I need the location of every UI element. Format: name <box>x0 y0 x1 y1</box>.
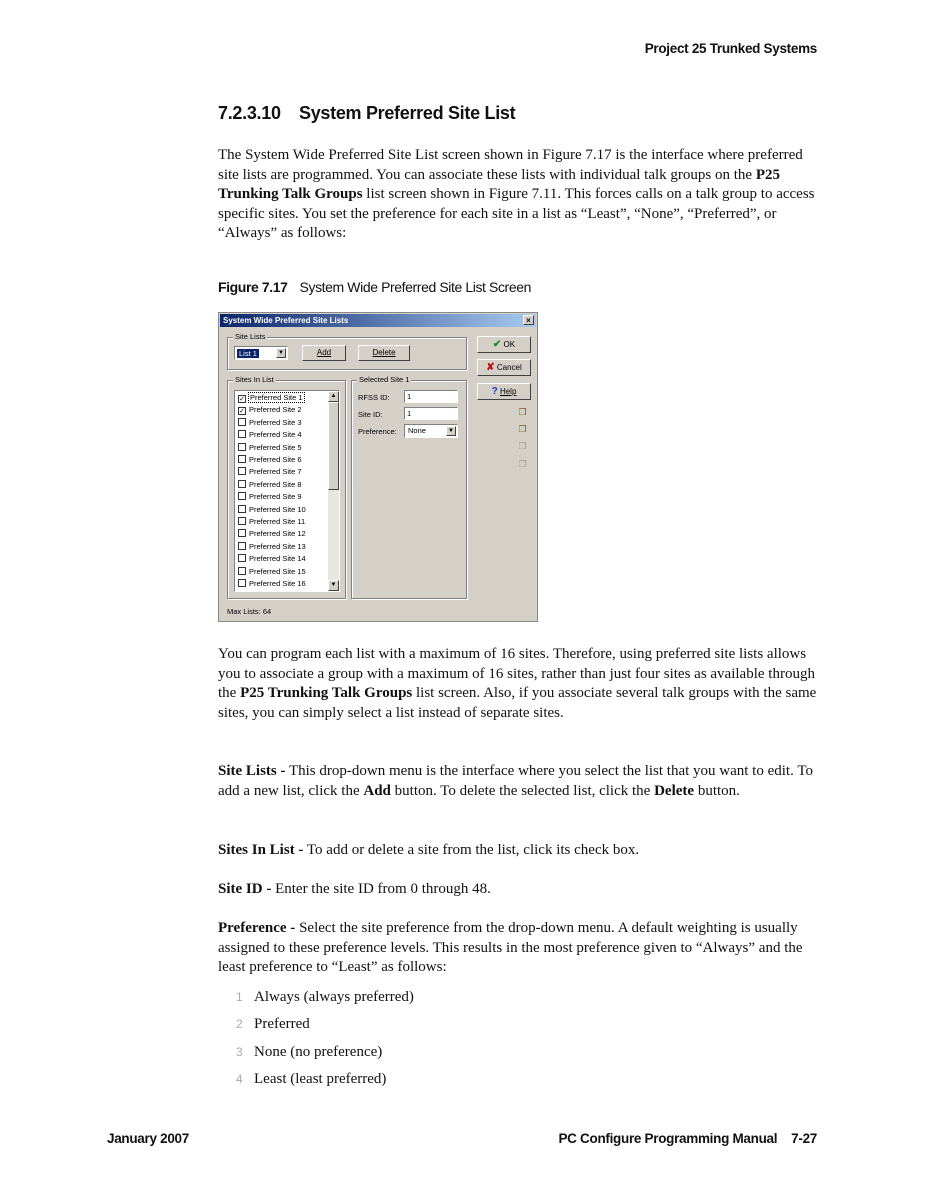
ok-button[interactable] <box>477 336 531 353</box>
chevron-down-icon: ▼ <box>446 426 456 436</box>
body-paragraph-1 <box>218 645 818 723</box>
sites-scrollbar[interactable] <box>328 391 339 591</box>
paste-icon[interactable]: ❐ <box>518 424 527 434</box>
x-mark-icon: ✘ <box>486 362 495 373</box>
level-text: Least (least preferred) <box>254 1071 387 1087</box>
site-lists-selected: List 1 <box>239 349 257 358</box>
dialog-title: System Wide Preferred Site Lists <box>223 316 349 325</box>
selected-site-group <box>351 375 467 599</box>
scroll-thumb[interactable] <box>328 402 339 490</box>
site-list-item-label: Preferred Site 9 <box>249 492 302 502</box>
section-title: System Preferred Site List <box>299 103 516 123</box>
body-paragraph-site-id <box>218 880 818 900</box>
chevron-down-icon: ▼ <box>276 348 286 358</box>
p4-text: Enter the site ID from 0 through 48. <box>271 881 491 897</box>
cancel-label: Cancel <box>496 363 522 372</box>
site-list-item[interactable] <box>238 429 302 441</box>
copy-disabled-icon: ❐ <box>518 441 527 451</box>
delete-list-button[interactable] <box>358 345 410 361</box>
section-number: 7.2.3.10 <box>218 103 281 123</box>
checkbox[interactable] <box>238 443 246 451</box>
level-number: 2 <box>236 1017 243 1031</box>
rfss-id-field[interactable]: 1 <box>404 390 458 403</box>
help-label: Help <box>499 387 517 396</box>
site-lists-group <box>227 332 467 370</box>
checkbox[interactable] <box>238 554 246 562</box>
site-list-item[interactable] <box>238 553 306 565</box>
p5-text: Select the site preference from the drop-down menu. A default weighting is usually assigned to these preference levels. This results in the most preference given to “Always” and the least preference to “Least” as follows: <box>218 920 803 976</box>
site-list-item-label: Preferred Site 8 <box>249 479 302 489</box>
running-head: Project 25 Trunked Systems <box>644 41 817 56</box>
level-text: Preferred <box>254 1016 310 1032</box>
ok-label: OK <box>503 340 516 349</box>
footer-manual <box>558 1131 817 1146</box>
p1-bold-1: P25 Trunking Talk Groups <box>240 685 413 702</box>
site-lists-dropdown[interactable] <box>234 346 288 360</box>
site-list-item[interactable] <box>238 417 302 429</box>
p1-text-1: You can program each list with a maximum of 16 sites. Therefore, using preferred site lists allows you to associate a group with a maximum of 16 sites, rather than just four sites as available through the <box>218 646 815 702</box>
footer-date: January 2007 <box>107 1131 189 1146</box>
sites-in-list-group <box>227 375 346 599</box>
intro-paragraph <box>218 146 818 244</box>
site-list-item-label: Preferred Site 11 <box>249 517 306 526</box>
help-button[interactable] <box>477 383 531 400</box>
sites-in-list-label: Sites In List <box>235 375 274 384</box>
checkbox[interactable] <box>238 480 246 488</box>
figure-label: Figure 7.17 <box>218 279 288 295</box>
site-list-item-label: Preferred Site 16 <box>249 579 306 588</box>
p2-text-1: This drop-down menu is the interface where you select the list that you want to edit. To add a new list, click the <box>218 763 813 799</box>
checkbox[interactable] <box>238 529 246 537</box>
copy-icon[interactable]: ❐ <box>518 407 527 417</box>
site-list-item[interactable] <box>238 578 306 590</box>
add-button-label: Add <box>316 348 332 357</box>
level-number: 3 <box>236 1045 243 1059</box>
p4-term: Site ID - <box>218 881 272 897</box>
p1-text-2: list screen. Also, if you associate several talk groups with the same sites, you can simply select a list instead of separate sites. <box>218 685 817 721</box>
section-heading <box>218 103 515 124</box>
checkbox[interactable] <box>238 430 246 438</box>
p5-term: Preference - <box>218 920 296 936</box>
checkbox[interactable]: ✓ <box>239 396 245 403</box>
site-list-item-label: Preferred Site 15 <box>249 566 306 576</box>
checkbox[interactable] <box>238 517 246 525</box>
sites-listbox[interactable] <box>234 390 340 592</box>
intro-text-1: The System Wide Preferred Site List screen shown in Figure 7.17 is the interface where preferred site lists are programmed. You can associate these lists with individual talk groups on the <box>218 147 803 183</box>
p2-bold-1: Add <box>363 782 391 799</box>
site-list-item[interactable] <box>238 479 302 491</box>
site-list-item-label: Preferred Site 1 <box>250 393 303 402</box>
site-list-item[interactable] <box>238 528 306 540</box>
scroll-up-icon[interactable]: ▲ <box>328 391 339 402</box>
intro-bold-1: P25 Trunking Talk Groups <box>218 166 781 203</box>
preference-level-item <box>218 1069 818 1089</box>
p2-text-2: button. To delete the selected list, click the <box>390 782 655 799</box>
checkbox[interactable] <box>238 505 246 513</box>
intro-text-2: list screen shown in Figure 7.11. This forces calls on a talk group to access specific sites. You set the preference for each site in a list as “Least”, “None”, “Preferred”, or “Always” as follows: <box>218 186 815 242</box>
site-list-item-label: Preferred Site 13 <box>249 541 306 551</box>
site-list-item[interactable] <box>238 516 305 528</box>
site-list-item[interactable] <box>238 491 302 503</box>
checkbox[interactable]: ✓ <box>239 408 245 416</box>
site-list-item-label: Preferred Site 6 <box>249 455 302 464</box>
level-text: None (no preference) <box>254 1044 383 1060</box>
p2-bold-2: Delete <box>654 782 695 799</box>
body-paragraph-site-lists <box>218 762 818 801</box>
dialog-titlebar <box>220 314 536 327</box>
delete-button-label: Delete <box>372 348 396 357</box>
site-list-item-label: Preferred Site 5 <box>249 442 302 452</box>
checkbox[interactable] <box>238 542 246 550</box>
cancel-button[interactable] <box>477 359 531 376</box>
preference-level-item <box>218 1042 818 1062</box>
site-list-item[interactable] <box>238 454 302 466</box>
figure-caption <box>218 279 531 295</box>
site-id-field[interactable]: 1 <box>404 407 458 420</box>
close-icon[interactable]: × <box>523 315 534 325</box>
site-list-item[interactable] <box>238 566 306 578</box>
question-icon: ? <box>491 386 498 397</box>
paste-disabled-icon: ❐ <box>518 459 527 469</box>
rfss-id-label: RFSS ID: <box>358 393 390 402</box>
p2-text-3: button. <box>694 782 740 799</box>
site-list-item[interactable] <box>238 404 302 416</box>
site-list-item[interactable] <box>238 504 306 516</box>
max-lists-label: Max Lists: 64 <box>227 607 272 616</box>
site-id-label: Site ID: <box>358 410 383 419</box>
page-number: 7-27 <box>791 1131 817 1146</box>
preference-value: None <box>408 426 426 435</box>
checkmark-icon: ✔ <box>492 339 502 350</box>
p3-text: To add or delete a site from the list, click its check box. <box>303 842 640 858</box>
site-list-item[interactable] <box>238 466 302 478</box>
site-list-item-label: Preferred Site 10 <box>249 504 306 514</box>
site-list-item-label: Preferred Site 7 <box>249 467 302 477</box>
site-list-item[interactable] <box>238 442 302 454</box>
checkbox[interactable] <box>238 418 246 426</box>
site-list-item[interactable] <box>238 392 304 404</box>
body-paragraph-sites-in-list <box>218 841 818 861</box>
site-list-item-label: Preferred Site 12 <box>249 529 306 539</box>
preferred-site-lists-dialog <box>218 312 538 622</box>
checkbox[interactable] <box>238 492 246 500</box>
footer-manual-title: PC Configure Programming Manual <box>558 1131 778 1146</box>
preference-level-item <box>218 1014 818 1034</box>
figure-title: System Wide Preferred Site List Screen <box>299 279 531 295</box>
scroll-down-icon[interactable]: ▼ <box>328 580 339 591</box>
site-list-item-label: Preferred Site 2 <box>249 405 302 415</box>
site-list-item[interactable] <box>238 541 306 553</box>
checkbox[interactable] <box>238 455 246 463</box>
checkbox[interactable] <box>238 579 246 587</box>
level-number: 1 <box>236 990 243 1004</box>
preference-level-item <box>218 987 818 1007</box>
p2-term: Site Lists - <box>218 763 286 779</box>
checkbox[interactable] <box>238 467 246 475</box>
selected-site-label: Selected Site 1 <box>359 375 410 384</box>
site-lists-label: Site Lists <box>235 332 266 341</box>
body-paragraph-preference <box>218 919 818 978</box>
site-list-item-label: Preferred Site 4 <box>249 430 302 440</box>
add-list-button[interactable] <box>302 345 346 361</box>
site-list-item-label: Preferred Site 3 <box>249 417 302 427</box>
level-text: Always (always preferred) <box>254 989 414 1005</box>
site-list-item-label: Preferred Site 14 <box>249 554 306 564</box>
checkbox[interactable] <box>238 567 246 575</box>
preference-dropdown[interactable] <box>404 424 458 438</box>
preference-label: Preference: <box>358 427 397 436</box>
p3-term: Sites In List - <box>218 842 304 858</box>
level-number: 4 <box>236 1072 243 1086</box>
